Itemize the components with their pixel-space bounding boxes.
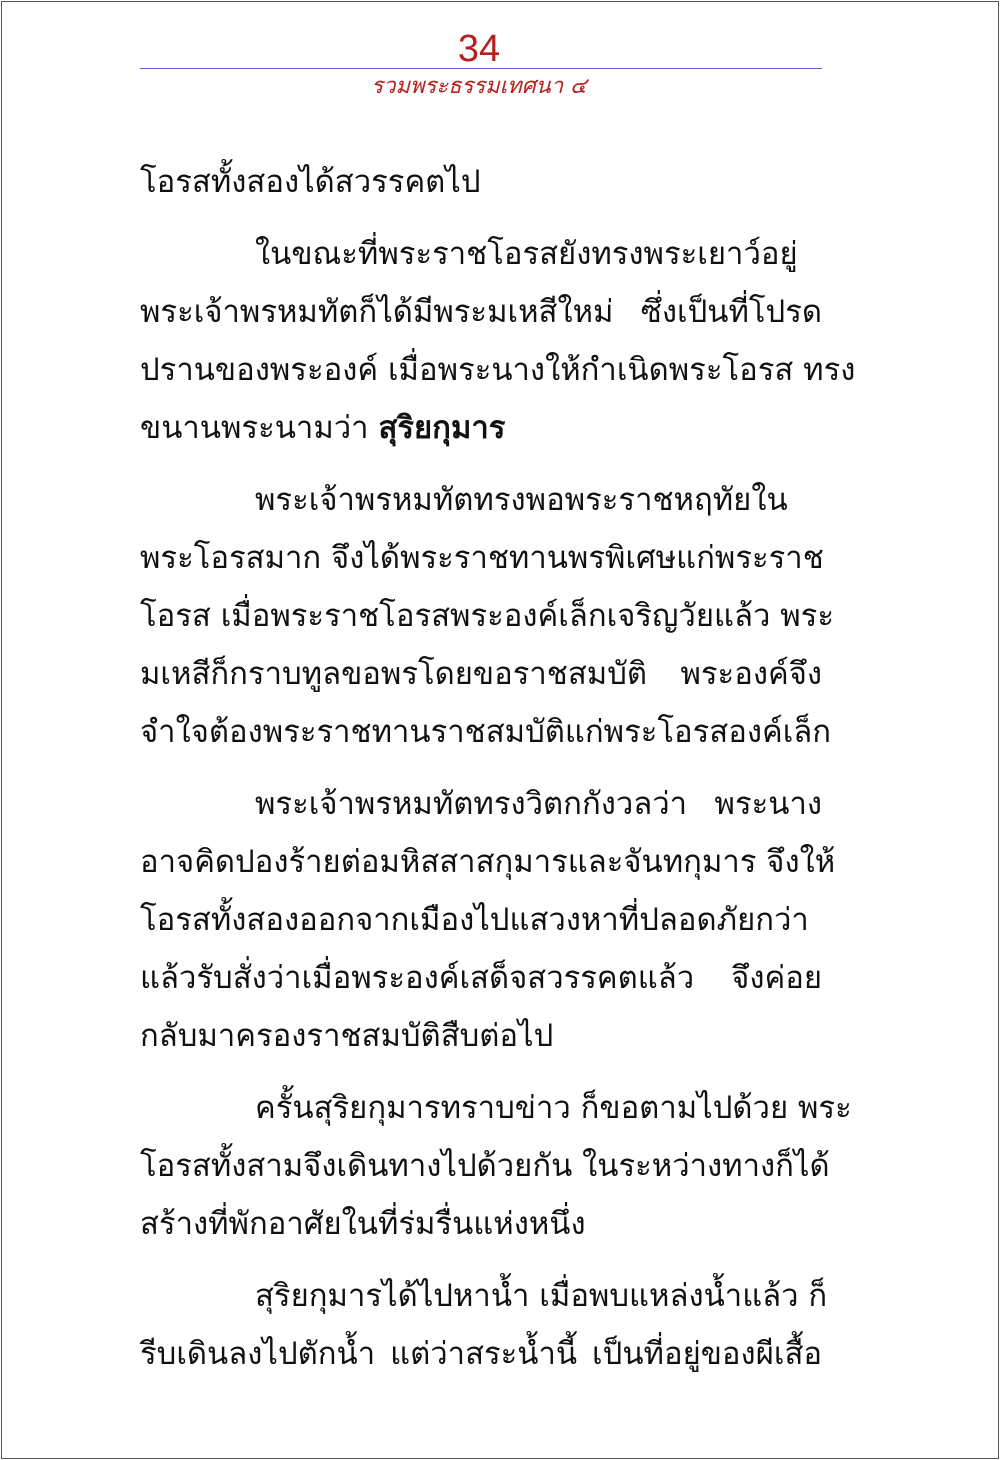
text-line: โอรสทั้งสองออกจากเมืองไปแสวงหาที่ปลอดภัยกว่า (140, 902, 809, 938)
page-number: 34 (457, 28, 501, 70)
text-line (140, 406, 822, 450)
text-line: สุริยกุมารได้ไปหาน้ำ เมื่อพบแหล่งน้ำแล้ว ก็ (255, 1278, 828, 1314)
text-line: พระเจ้าพรหมทัตทรงพอพระราชหฤทัยใน (255, 482, 788, 518)
text-line: พระเจ้าพรหมทัตก็ได้มีพระมเหสีใหม่ ซึ่งเป็นที่โปรด (140, 294, 822, 330)
emphasized-name: สุริยกุมาร (378, 410, 506, 446)
text-line: มเหสีก็กราบทูลขอพรโดยขอราชสมบัติ พระองค์จึง (140, 656, 822, 692)
text-line: รีบเดินลงไปตักน้ำ แต่ว่าสระน้ำนี้ เป็นที่อยู่ของผีเสื้อ (140, 1336, 822, 1372)
text-line: จำใจต้องพระราชทานราชสมบัติแก่พระโอรสองค์เล็ก (140, 714, 832, 750)
text-span: ขนานพระนามว่า (140, 410, 369, 446)
text-line: แล้วรับสั่งว่าเมื่อพระองค์เสด็จสวรรคตแล้ว จึงค่อย (140, 960, 822, 996)
text-line: ครั้นสุริยกุมารทราบข่าว ก็ขอตามไปด้วย พระ (255, 1090, 852, 1126)
text-line: ปรานของพระองค์ เมื่อพระนางให้กำเนิดพระโอรส ทรง (140, 352, 856, 388)
text-line: กลับมาครองราชสมบัติสืบต่อไป (140, 1018, 554, 1054)
text-line: พระเจ้าพรหมทัตทรงวิตกกังวลว่า พระนาง (255, 786, 822, 822)
text-line: อาจคิดปองร้ายต่อมหิสสาสกุมารและจันทกุมาร จึงให้ (140, 844, 836, 880)
text-line: ในขณะที่พระราชโอรสยังทรงพระเยาว์อยู่ (255, 236, 798, 272)
text-line: สร้างที่พักอาศัยในที่ร่มรื่นแห่งหนึ่ง (140, 1206, 586, 1242)
text-line: โอรส เมื่อพระราชโอรสพระองค์เล็กเจริญวัยแล้ว พระ (140, 598, 834, 634)
text-line: โอรสทั้งสองได้สวรรคตไป (140, 164, 481, 200)
running-title: รวมพระธรรมเทศนา ๔ (371, 74, 587, 99)
header-rule (140, 68, 822, 69)
text-line: โอรสทั้งสามจึงเดินทางไปด้วยกัน ในระหว่างทางก็ได้ (140, 1148, 830, 1184)
text-line: พระโอรสมาก จึงได้พระราชทานพรพิเศษแก่พระราช (140, 540, 824, 576)
